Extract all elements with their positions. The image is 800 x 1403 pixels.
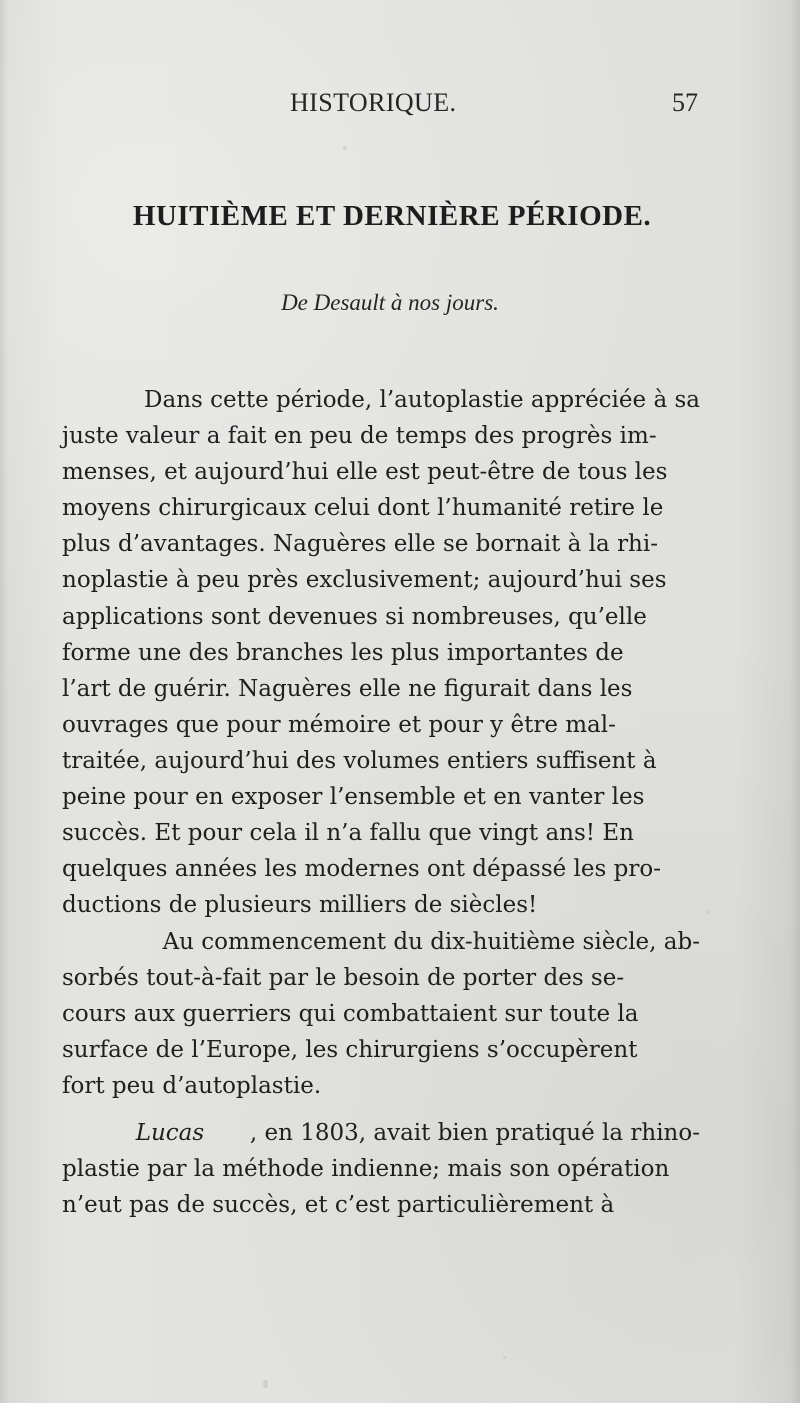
line-text: menses, et aujourd’hui elle est peut-être de tous les: [62, 459, 668, 486]
line-text: Au commencement du dix-huitième siècle, ab-: [162, 929, 700, 955]
line-text: Dans cette période, l’autoplastie appréciée à sa: [144, 387, 700, 413]
paragraph-3: [62, 1115, 700, 1223]
line-text: , en 1803, avait bien pratiqué la rhino-: [249, 1120, 700, 1146]
paragraph-line: [62, 490, 700, 526]
paragraph-line: [62, 1068, 700, 1104]
paragraph-1: [62, 382, 700, 923]
paragraph-indent: [62, 924, 90, 960]
paragraph-line: [62, 599, 700, 635]
page-left-edge: [0, 0, 8, 1403]
paragraph-line: [62, 418, 700, 454]
line-text: n’eut pas de succès, et c’est particulièrement à: [62, 1192, 615, 1219]
paragraph-line: [62, 779, 700, 815]
paper-spot: [263, 1380, 268, 1388]
paragraph-line: [62, 1151, 700, 1187]
paragraph-line: [62, 851, 700, 887]
line-text: l’art de guérir. Naguères elle ne figurait dans les: [62, 675, 633, 702]
section-title: HUITIÈME ET DERNIÈRE PÉRIODE.: [132, 200, 652, 232]
paragraph-indent: [62, 382, 90, 418]
running-head: HISTORIQUE.: [290, 88, 457, 117]
line-text: applications sont devenues si nombreuses, qu’elle: [62, 603, 647, 630]
paragraph-line: [62, 1032, 700, 1068]
paragraph-line: [62, 382, 700, 418]
line-text: plus d’avantages. Naguères elle se bornait à la rhi-: [62, 531, 659, 558]
line-text: juste valeur a fait en peu de temps des progrès im-: [62, 423, 657, 450]
line-text: peine pour en exposer l’ensemble et en vanter les: [62, 784, 645, 811]
paper-spot: [503, 1356, 506, 1359]
line-text: quelques années les modernes ont dépassé les pro-: [62, 856, 661, 883]
paragraph-line: [62, 743, 700, 779]
paper-spot: [706, 911, 709, 914]
section-subtitle: De Desault à nos jours.: [281, 290, 499, 315]
line-text: cours aux guerriers qui combattaient sur toute la: [62, 1001, 639, 1028]
line-text: sorbés tout-à-fait par le besoin de porter des se-: [62, 965, 625, 992]
page-number: 57: [672, 88, 698, 117]
paragraph-line: [62, 924, 700, 960]
paragraph-line: [62, 887, 700, 923]
paragraph-line: [62, 996, 700, 1032]
line-text: traitée, aujourd’hui des volumes entiers suffisent à: [62, 747, 657, 774]
italic-name: Lucas: [135, 1120, 205, 1146]
line-text: noplastie à peu près exclusivement; aujourd’hui ses: [62, 567, 667, 594]
paragraph-line: [62, 671, 700, 707]
paragraph-line: [62, 1115, 700, 1151]
paragraph-line: [62, 707, 700, 743]
line-text: forme une des branches les plus importantes de: [62, 639, 624, 666]
paragraph-line: [62, 815, 700, 851]
paragraph-line: [62, 960, 700, 996]
line-text: ouvrages que pour mémoire et pour y être mal-: [62, 711, 616, 738]
paragraph-line: [62, 635, 700, 671]
page-right-edge: [790, 0, 800, 1403]
line-text: ductions de plusieurs milliers de siècles!: [62, 892, 538, 919]
paragraph-line: [62, 526, 700, 562]
line-text: surface de l’Europe, les chirurgiens s’occupèrent: [62, 1037, 638, 1064]
paragraph-line: [62, 1187, 700, 1223]
paragraph-line: [62, 562, 700, 598]
paper-spot: [343, 146, 347, 150]
line-text: fort peu d’autoplastie.: [62, 1073, 322, 1100]
paragraph-indent: [62, 1115, 90, 1151]
line-text: succès. Et pour cela il n’a fallu que vingt ans! En: [62, 820, 634, 847]
paragraph-line: [62, 454, 700, 490]
line-text: plastie par la méthode indienne; mais son opération: [62, 1156, 670, 1183]
line-text: moyens chirurgicaux celui dont l’humanité retire le: [62, 495, 664, 522]
paragraph-2: [62, 924, 700, 1104]
